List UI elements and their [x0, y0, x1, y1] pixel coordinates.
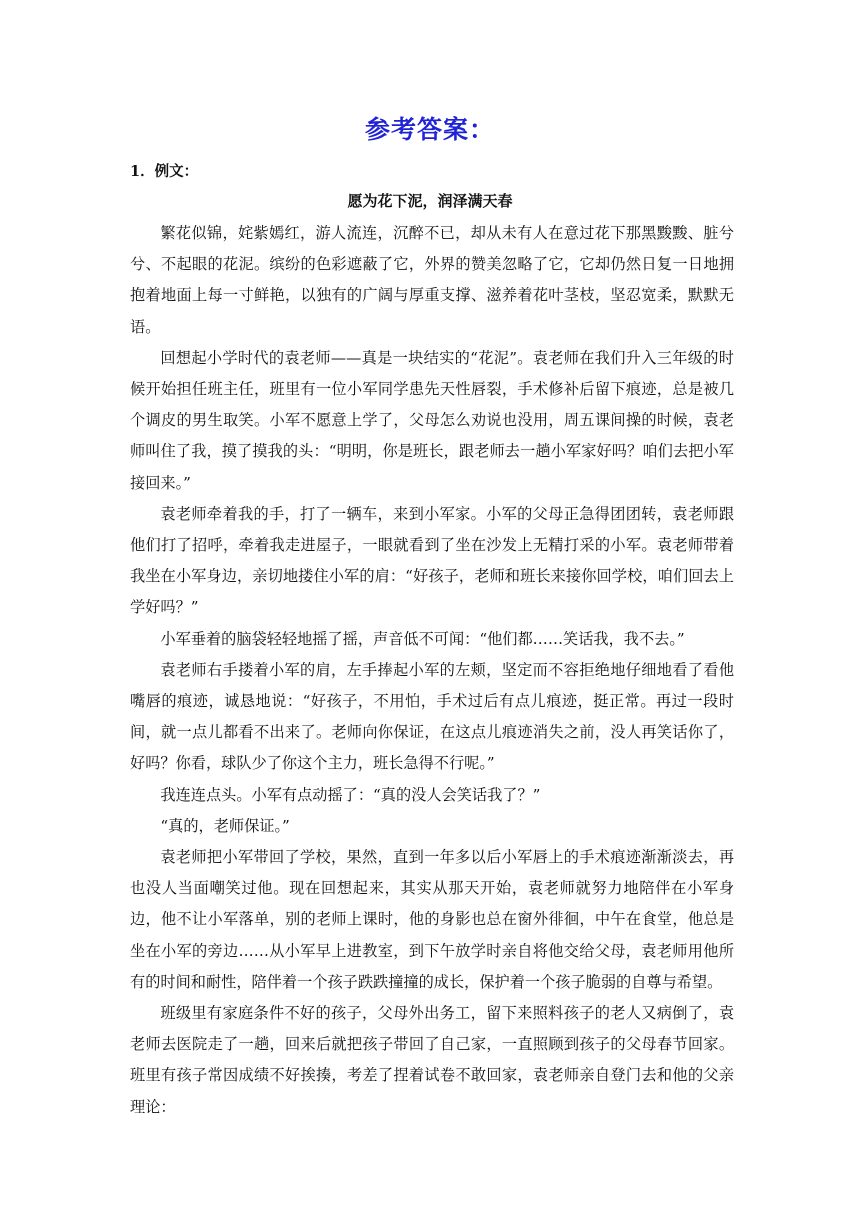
essay-paragraph: 袁老师牵着我的手，打了一辆车，来到小军家。小军的父母正急得团团转，袁老师跟他们打了招呼，牵着我走进屋子，一眼就看到了坐在沙发上无精打采的小军。袁老师带着我坐在小军身边，亲切地搂住小军的肩：“好孩子，老师和班长来接你回学校，咱们回去上学好吗？” [130, 504, 734, 617]
essay-paragraph: 袁老师右手搂着小军的肩，左手捧起小军的左颊，坚定而不容拒绝地仔细地看了看他嘴唇的痕迹，诚恳地说：“好孩子，不用怕，手术过后有点儿痕迹，挺正常。再过一段时间，就一点儿都看不出来了。老师向你保证，在这点儿痕迹消失之前，没人再笑话你了，好吗？你看，球队少了你这个主力，班长急得不行呢。” [130, 660, 734, 773]
essay-paragraph: 回想起小学时代的袁老师——真是一块结实的“花泥”。袁老师在我们升入三年级的时候开始担任班主任，班里有一位小军同学患先天性唇裂，手术修补后留下痕迹，总是被几个调皮的男生取笑。小军不愿意上学了，父母怎么劝说也没用，周五课间操的时候，袁老师叫住了我，摸了摸我的头：“明明，你是班长，跟老师去一趟小军家好吗？咱们去把小军接回来。” [130, 348, 734, 492]
question-label: 1．例文： [130, 163, 199, 180]
essay-body [130, 218, 734, 1123]
essay-paragraph: “真的，老师保证。” [160, 816, 290, 835]
essay-paragraph: 班级里有家庭条件不好的孩子，父母外出务工，留下来照料孩子的老人又病倒了，袁老师去医院走了一趟，回来后就把孩子带回了自己家，一直照顾到孩子的父母春节回家。班里有孩子常因成绩不好挨揍，考差了捏着试卷不敢回家，袁老师亲自登门去和他的父亲理论： [130, 1004, 734, 1116]
essay-paragraph: 小军垂着的脑袋轻轻地摇了摇，声音低不可闻：“他们都……笑话我，我不去。” [160, 629, 685, 648]
essay-paragraph: 繁花似锦，姹紫嫣红，游人流连，沉醉不已，却从未有人在意过花下那黑黢黢、脏兮兮、不起眼的花泥。缤纷的色彩遮蔽了它，外界的赞美忽略了它，它却仍然日复一日地拥抱着地面上每一寸鲜艳，以独有的广阔与厚重支撑、滋养着花叶茎枝，坚忍宽柔，默默无语。 [130, 224, 734, 336]
essay-paragraph: 我连连点头。小军有点动摇了：“真的没人会笑话我了？” [160, 785, 541, 804]
answer-section-title: 参考答案： [364, 115, 495, 144]
essay-title: 愿为花下泥，润泽满天春 [347, 192, 513, 210]
essay-paragraph: 袁老师把小军带回了学校，果然，直到一年多以后小军唇上的手术痕迹渐渐淡去，再也没人当面嘲笑过他。现在回想起来，其实从那天开始，袁老师就努力地陪伴在小军身边，他不让小军落单，别的老师上课时，他的身影也总在窗外徘徊，中午在食堂，他总是坐在小军的旁边……从小军早上进教室，到下午放学时亲自将他交给父母，袁老师用他所有的时间和耐性，陪伴着一个孩子跌跌撞撞的成长，保护着一个孩子脆弱的自尊与希望。 [130, 848, 734, 991]
